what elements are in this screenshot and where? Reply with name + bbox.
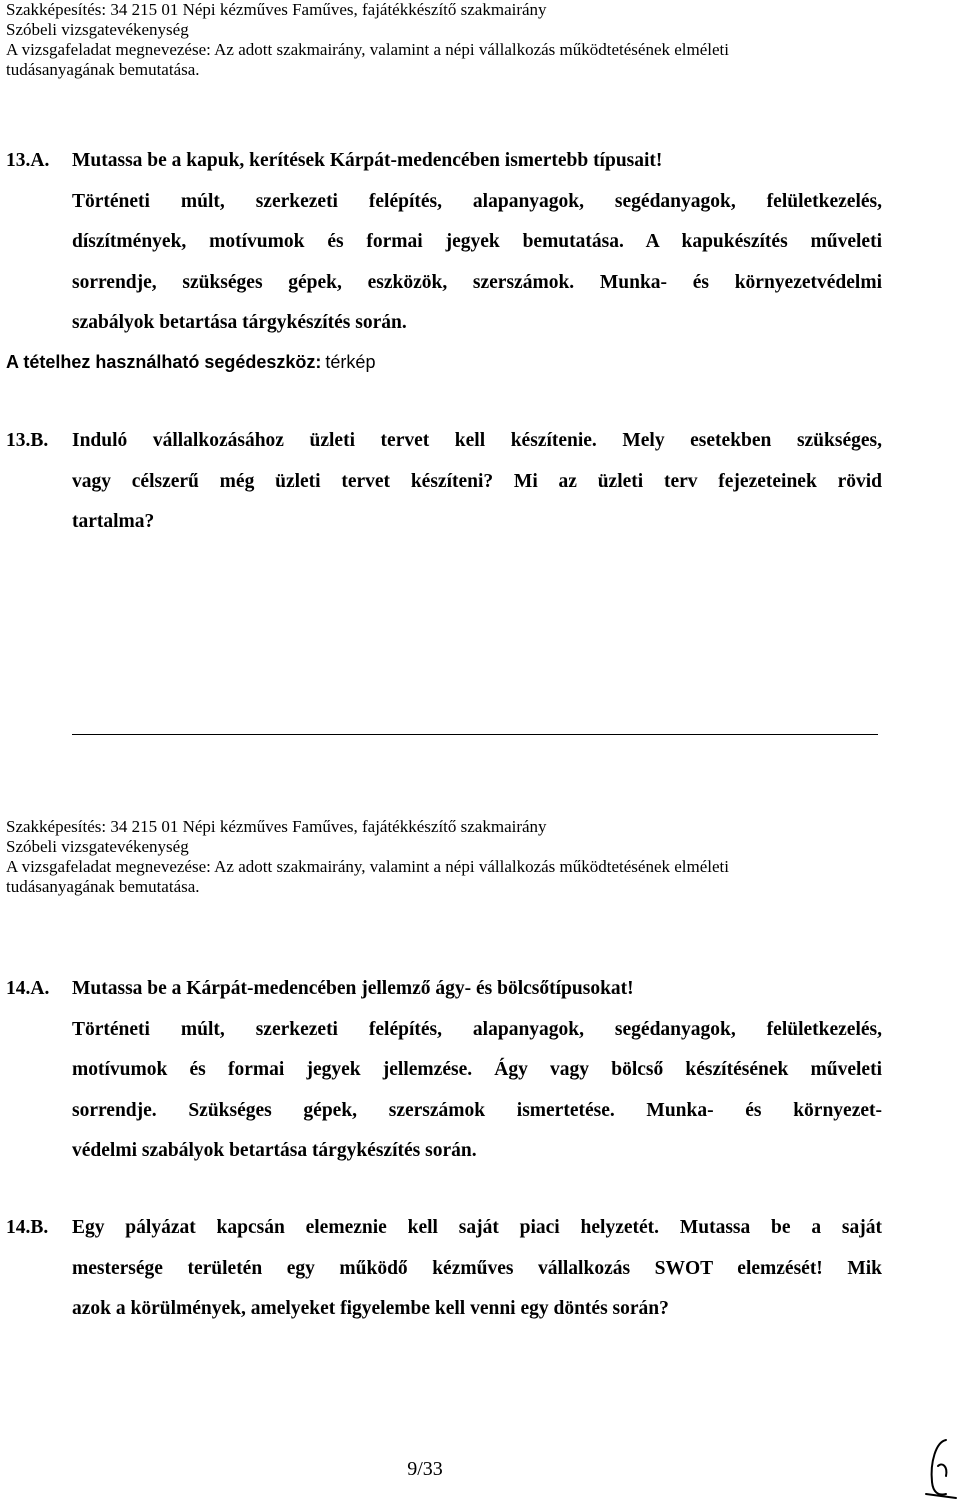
page-number: 9/33 — [407, 1458, 443, 1480]
page-header-bottom — [6, 817, 729, 897]
header-qualification: Szakképesítés: 34 215 01 Népi kézműves Faműves, fajátékkészítő szakmairány — [6, 817, 547, 836]
item-line: mestersége területén egy működő kézműves vállalkozás SWOT elemzését! Mik — [72, 1257, 882, 1279]
header-activity: Szóbeli vizsgatevékenység — [6, 837, 189, 856]
item-line: vagy célszerű még üzleti tervet készíteni? Mi az üzleti terv fejezeteinek rövid — [72, 470, 882, 492]
tool-note — [6, 352, 375, 373]
item-line: tartalma? — [72, 511, 155, 532]
item-line: díszítmények, motívumok és formai jegyek bemutatása. A kapukészítés műveleti — [72, 231, 882, 252]
item-line: sorrendje. Szükséges gépek, szerszámok ismertetése. Munka- és környezet- — [72, 1099, 882, 1121]
item-line: motívumok és formai jegyek jellemzése. Ágy vagy bölcső készítésének műveleti — [72, 1059, 882, 1080]
item-body — [72, 150, 882, 353]
item-body — [72, 1217, 882, 1339]
item-line: azok a körülmények, amelyeket figyelembe kell venni egy döntés során? — [72, 1298, 669, 1319]
item-number: 13.A. — [6, 150, 50, 171]
item-line: Történeti múlt, szerkezeti felépítés, alapanyagok, segédanyagok, felületkezelés, — [72, 1018, 882, 1040]
tool-value: térkép — [325, 352, 376, 372]
item-number: 14.B. — [6, 1217, 49, 1238]
tool-label: A tételhez használható segédeszköz: — [6, 352, 322, 372]
header-task-name: A vizsgafeladat megnevezése: Az adott szakmairány, valamint a népi vállalkozás működtetésének elméleti — [6, 40, 730, 59]
item-body — [72, 978, 882, 1181]
item-line: Egy pályázat kapcsán elemeznie kell saját piaci helyzetét. Mutassa be a saját — [72, 1217, 882, 1238]
item-line: védelmi szabályok betartása tárgykészítés során. — [72, 1140, 477, 1161]
header-task-name: A vizsgafeladat megnevezése: Az adott szakmairány, valamint a népi vállalkozás működtetésének elméleti — [6, 857, 730, 876]
item-body — [72, 430, 882, 552]
item-number: 13.B. — [6, 430, 49, 451]
item-number: 14.A. — [6, 978, 50, 999]
item-line: Mutassa be a kapuk, kerítések Kárpát-medencében ismertebb típusait! — [72, 150, 663, 171]
item-line: sorrendje, szükséges gépek, eszközök, szerszámok. Munka- és környezetvédelmi — [72, 271, 882, 293]
handwritten-mark-icon — [916, 1432, 960, 1502]
header-task-name-cont: tudásanyagának bemutatása. — [6, 60, 200, 79]
header-qualification: Szakképesítés: 34 215 01 Népi kézműves Faműves, fajátékkészítő szakmairány — [6, 0, 547, 19]
page-header-top — [6, 0, 729, 80]
item-line: Történeti múlt, szerkezeti felépítés, alapanyagok, segédanyagok, felületkezelés, — [72, 190, 882, 212]
item-line: szabályok betartása tárgykészítés során. — [72, 312, 407, 333]
section-divider — [72, 734, 878, 735]
header-activity: Szóbeli vizsgatevékenység — [6, 20, 189, 39]
header-task-name-cont: tudásanyagának bemutatása. — [6, 877, 200, 896]
item-line: Induló vállalkozásához üzleti tervet kell készítenie. Mely esetekben szükséges, — [72, 430, 882, 451]
item-line: Mutassa be a Kárpát-medencében jellemző ágy- és bölcsőtípusokat! — [72, 978, 634, 999]
